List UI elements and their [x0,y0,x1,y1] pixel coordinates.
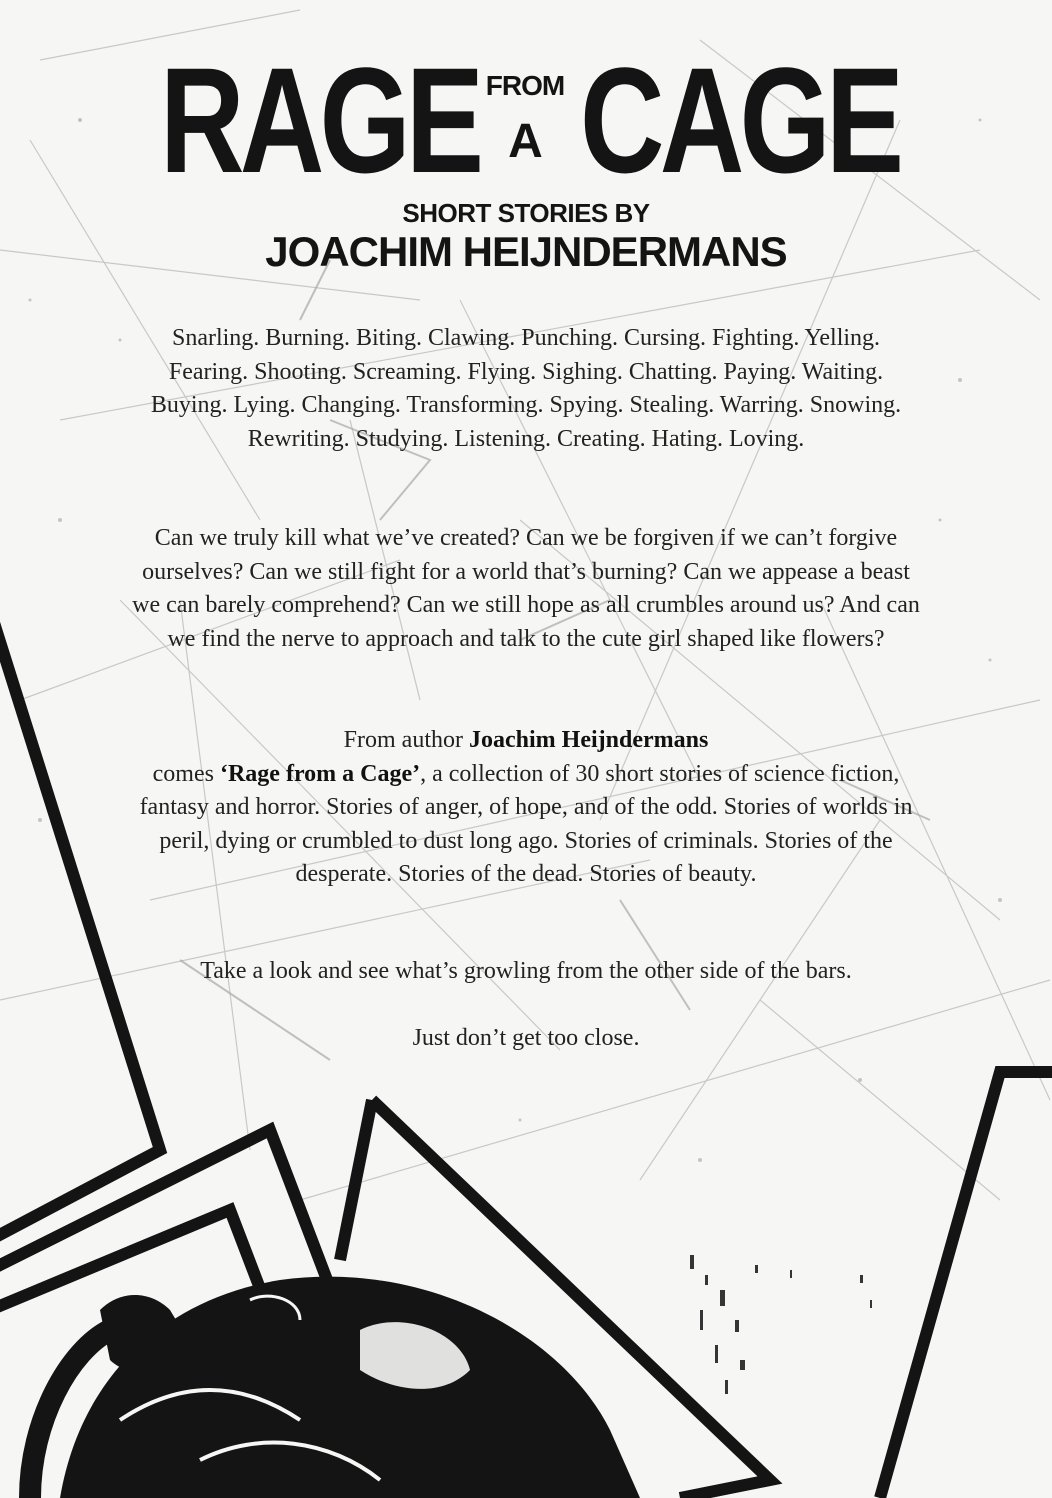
title-word-cage: CAGE [580,36,900,204]
comes-text: comes [152,760,214,787]
title-word-from: FROM [485,70,565,101]
blurb-paragraph-1: Snarling. Burning. Biting. Clawing. Punching. Cursing. Fighting. Yelling. Fearing. Shooting. Screaming. Flying. Sighing. Chatting. Paying. Waiting. Buying. Lying. Changing. Transforming. Spying. Stealing. Warring. Snowing. Rewriting. Studying. Listening. Creating. Hating. Loving. [150,325,902,452]
blurb-paragraph-4: Take a look and see what’s growling from the other side of the bars. [200,958,852,984]
byline-prefix: SHORT STORIES BY [402,198,650,228]
cage-frame-left [0,610,160,1240]
author-name: JOACHIM HEIJNDERMANS [265,228,787,275]
author-highlight: Joachim Heijndermans [469,727,709,753]
collection-description: , a collection of 30 short stories of science fiction, fantasy and horror. Stories of anger, of hope, and of the odd. Stories of worlds in peril, dying or crumbled to dust long ago. Stories of criminals. Stories of the desperate. Stories of the dead. Stories of beauty. [139,760,913,888]
blurb-paragraph-3 [130,724,922,892]
title-word-rage: RAGE [160,36,480,204]
blurb-tagline: Just don’t get too close. [412,1025,640,1051]
creature-silhouette [30,1277,640,1498]
intro-text: From author [343,727,463,753]
distress-patch [690,1255,872,1394]
book-title-highlight: ‘Rage from a Cage’ [219,760,421,787]
title-word-a: A [508,115,542,168]
cage-frame-right [880,1072,1052,1498]
blurb-paragraph-2: Can we truly kill what we’ve created? Can we be forgiven if we can’t forgive ourselves? Can we still fight for a world that’s burning? Can we appease a beast we can barely comprehend? Can we still hope as all crumbles around us? And can we find the nerve to approach and talk to the cute girl shaped like flowers? [132,525,920,652]
book-title [150,36,910,204]
